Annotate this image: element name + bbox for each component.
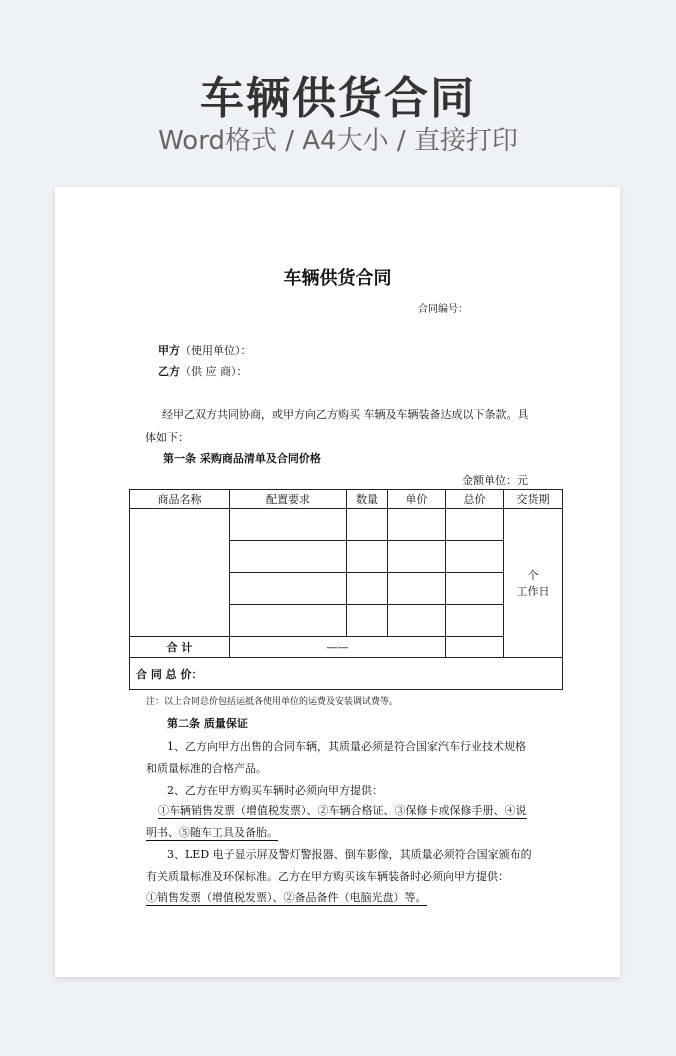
table-cell (446, 605, 504, 637)
table-cell (388, 605, 446, 637)
document-page (55, 187, 620, 977)
header-total-price: 总价 (446, 490, 504, 509)
quality-para-3-line-1: 3、LED 电子显示屏及警灯警报器、倒车影像，其质量必须符合国家颁布的 (167, 848, 532, 861)
party-b-note: （供 应 商）： (180, 365, 248, 378)
table-cell (230, 605, 347, 637)
table-cell (446, 573, 504, 605)
price-table (129, 489, 563, 690)
quality-para-2-line-1: 2、乙方在甲方购买车辆时必须向甲方提供： (167, 784, 383, 797)
header-delivery: 交货期 (504, 490, 563, 509)
delivery-cell (504, 509, 563, 658)
quality-para-2-line-3 (146, 824, 278, 840)
party-a-label: 甲方 (158, 344, 180, 357)
party-a (158, 342, 252, 358)
article-1-title: 第一条 采购商品清单及合同价格 (163, 452, 321, 465)
table-cell (446, 541, 504, 573)
delivery-days: 工作日 (516, 585, 550, 598)
table-cell (347, 605, 388, 637)
equipment-docs-line: ①销售发票（增值税发票）、②备品备件（电脑光盘）等。 (146, 891, 427, 904)
quality-para-3-line-3 (146, 889, 427, 905)
article-2-title: 第二条 质量保证 (167, 717, 248, 730)
banner-title: 车辆供货合同 (200, 73, 476, 124)
currency-unit: 金额单位：元 (462, 474, 528, 487)
header-config: 配置要求 (230, 490, 347, 509)
table-cell (388, 573, 446, 605)
table-cell (388, 509, 446, 541)
total-row (130, 637, 563, 658)
header-quantity: 数量 (347, 490, 388, 509)
table-cell (230, 573, 347, 605)
table-cell (446, 509, 504, 541)
quality-para-1-line-2: 和质量标准的合格产品。 (146, 762, 267, 775)
table-cell (347, 509, 388, 541)
total-label: 合 计 (130, 637, 230, 658)
required-docs-line-2: 明书、⑤随车工具及备胎。 (146, 826, 278, 839)
banner-subtitle: Word格式 / A4大小 / 直接打印 (158, 126, 518, 156)
table-header-row (130, 490, 563, 509)
quality-para-3-line-2: 有关质量标准及环保标准。乙方在甲方购买该车辆装备时必须向甲方提供： (146, 870, 509, 883)
header-product-name: 商品名称 (130, 490, 230, 509)
quality-para-1-line-1: 1、乙方向甲方出售的合同车辆，其质量必须是符合国家汽车行业技术规格 (167, 740, 526, 753)
delivery-unit: 个 (527, 569, 539, 582)
intro-line-2: 体如下： (145, 431, 189, 444)
table-cell (347, 573, 388, 605)
table-cell (230, 541, 347, 573)
header-unit-price: 单价 (388, 490, 446, 509)
total-value-cell (446, 637, 504, 658)
table-cell (230, 509, 347, 541)
product-name-cell (130, 509, 230, 637)
total-dash: —— (230, 637, 446, 658)
intro-line-1: 经甲乙双方共同协商，或甲方向乙方购买 车辆及车辆装备达成以下条款。具 (162, 408, 529, 421)
table-row (130, 509, 563, 541)
grand-total-label: 合 同 总 价： (130, 658, 563, 690)
table-cell (388, 541, 446, 573)
quality-para-2-line-2 (158, 802, 527, 818)
contract-number: 合同编号： (418, 304, 468, 315)
table-cell (347, 541, 388, 573)
party-b (158, 363, 248, 379)
party-a-note: （使用单位）： (180, 344, 252, 357)
party-b-label: 乙方 (158, 365, 180, 378)
grand-total-row (130, 658, 563, 690)
document-title: 车辆供货合同 (283, 268, 392, 289)
table-note: 注：以上合同总价包括运抵各使用单位的运费及安装调试费等。 (146, 697, 399, 707)
required-docs-line-1: ①车辆销售发票（增值税发票）、②车辆合格证、③保修卡或保修手册、④说 (158, 804, 527, 817)
